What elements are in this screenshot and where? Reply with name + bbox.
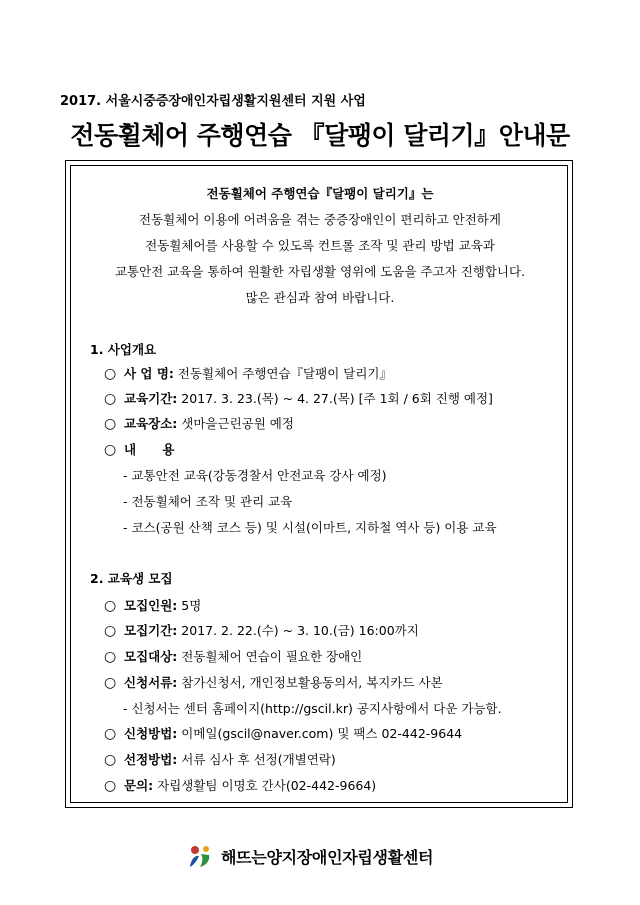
list-item: [104, 440, 175, 458]
circle-bullet-icon: ○: [104, 391, 117, 407]
list-item: [104, 389, 493, 407]
sub-item: - 신청서는 센터 홈페이지(http://gscil.kr) 공지사항에서 다운 가능함.: [123, 701, 502, 716]
org-line: 2017. 서울시중증장애인자립생활지원센터 지원 사업: [60, 94, 366, 109]
circle-bullet-icon: ○: [104, 442, 117, 458]
item-value: 2017. 3. 23.(목) ~ 4. 27.(목) [주 1회 / 6회 진행 예정]: [177, 391, 493, 406]
circle-bullet-icon: ○: [104, 778, 117, 794]
footer: [187, 843, 433, 869]
circle-bullet-icon: ○: [104, 366, 117, 382]
item-label: 모집인원:: [124, 598, 178, 613]
item-value: 전동휠체어 주행연습『달팽이 달리기』: [173, 366, 392, 381]
intro-lead: 전동휠체어 주행연습『달팽이 달리기』는: [206, 186, 434, 201]
list-item: [104, 596, 201, 614]
list-item: [104, 621, 419, 639]
sub-item: - 코스(공원 산책 코스 등) 및 시설(이마트, 지하철 역사 등) 이용 교육: [123, 520, 497, 535]
item-label: 교육기간:: [124, 391, 178, 406]
item-label: 신청방법:: [124, 726, 178, 741]
org-logo-icon: [187, 843, 213, 869]
section-title-recruitment: 2. 교육생 모집: [90, 571, 173, 586]
list-item: [104, 776, 376, 794]
intro-line: 교통안전 교육을 통하여 원활한 자립생활 영위에 도움을 주고자 진행합니다.: [114, 264, 526, 279]
circle-bullet-icon: ○: [104, 752, 117, 768]
item-label: 모집대상:: [124, 649, 178, 664]
item-label: 교육장소:: [124, 416, 178, 431]
item-label: 모집기간:: [124, 623, 178, 638]
item-value: 샛마을근린공원 예정: [177, 416, 294, 431]
item-value: 2017. 2. 22.(수) ~ 3. 10.(금) 16:00까지: [177, 623, 419, 638]
item-value: 참가신청서, 개인정보활용동의서, 복지카드 사본: [177, 675, 443, 690]
intro-line: 많은 관심과 참여 바랍니다.: [245, 290, 395, 305]
item-value: 5명: [177, 598, 202, 613]
page-title: 전동휠체어 주행연습 『달팽이 달리기』안내문: [70, 121, 570, 150]
list-item: [104, 724, 462, 742]
item-label: 내 용: [124, 442, 175, 457]
list-item: [104, 364, 392, 382]
circle-bullet-icon: ○: [104, 649, 117, 665]
circle-bullet-icon: ○: [104, 726, 117, 742]
item-value: 이메일(gscil@naver.com) 및 팩스 02-442-9644: [177, 726, 463, 741]
item-value: 자립생활팀 이명호 간사(02-442-9664): [153, 778, 377, 793]
intro-line: 전동휠체어 이용에 어려움을 겪는 중증장애인이 편리하고 안전하게: [139, 212, 501, 227]
list-item: [104, 750, 336, 768]
list-item: [104, 414, 294, 432]
item-label: 신청서류:: [124, 675, 178, 690]
circle-bullet-icon: ○: [104, 598, 117, 614]
item-label: 문의:: [124, 778, 154, 793]
intro-block: [0, 181, 640, 311]
item-value: 전동휠체어 연습이 필요한 장애인: [177, 649, 363, 664]
item-value: 서류 심사 후 선정(개별연락): [177, 752, 336, 767]
circle-bullet-icon: ○: [104, 623, 117, 639]
item-label: 사 업 명:: [124, 366, 174, 381]
footer-org-name: 해뜨는양지장애인자립생활센터: [221, 847, 434, 867]
sub-item: - 교통안전 교육(강동경찰서 안전교육 강사 예정): [123, 468, 387, 483]
list-item: [104, 647, 362, 665]
list-item: [104, 673, 443, 691]
sub-item: - 전동휠체어 조작 및 관리 교육: [123, 494, 293, 509]
intro-line: 전동휠체어를 사용할 수 있도록 컨트롤 조작 및 관리 방법 교육과: [145, 238, 495, 253]
circle-bullet-icon: ○: [104, 675, 117, 691]
item-label: 선정방법:: [124, 752, 178, 767]
circle-bullet-icon: ○: [104, 416, 117, 432]
section-title-overview: 1. 사업개요: [90, 342, 157, 357]
